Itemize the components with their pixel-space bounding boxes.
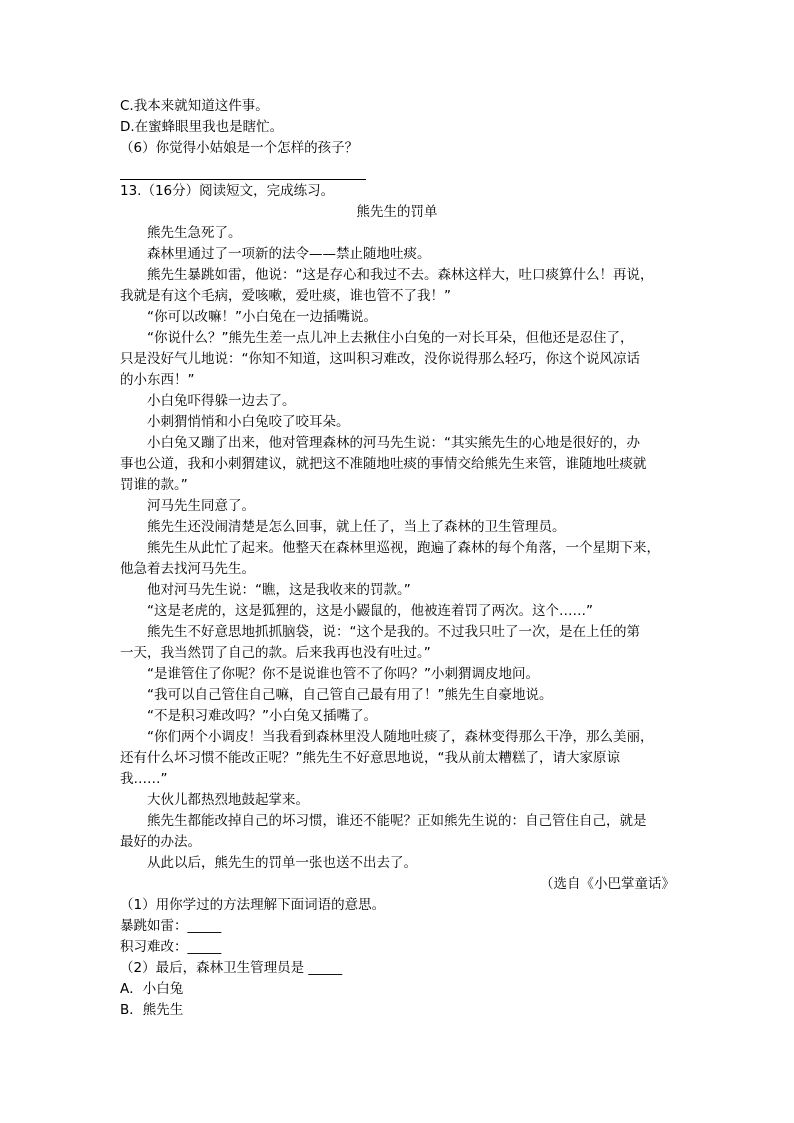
question-13-header: 13.（16分）阅读短文，完成练习。	[120, 183, 335, 199]
story-line: “你说什么？”熊先生差一点儿冲上去揪住小白兔的一对长耳朵，但他还是忍住了，	[147, 330, 634, 346]
story-line: 熊先生还没闹清楚是怎么回事，就上任了，当上了森林的卫生管理员。	[147, 519, 566, 535]
story-line: 森林里通过了一项新的法令——禁止随地吐痰。	[147, 246, 431, 262]
story-line: 从此以后，熊先生的罚单一张也送不出去了。	[147, 855, 417, 871]
story-line: “我可以自己管住自己嘛，自己管自己最有用了！”熊先生自豪地说。	[147, 687, 553, 703]
story-line: 熊先生暴跳如雷，他说：“这是存心和我过不去。森林这样大，吐口痰算什么！再说，	[147, 267, 654, 283]
story-title: 熊先生的罚单	[356, 204, 438, 220]
story-line: 他对河马先生说：“瞧，这是我收来的罚款。”	[147, 582, 411, 598]
story-line: “你们两个小调皮！当我看到森林里没人随地吐痰了，森林变得那么干净，那么美丽，	[147, 729, 654, 745]
option-c: C.我本来就知道这件事。	[120, 98, 269, 114]
story-line: 事也公道，我和小刺猬建议，就把这不准随地吐痰的事情交给熊先生来管，谁随地吐痰就	[120, 456, 647, 472]
question-6: （6）你觉得小姑娘是一个怎样的孩子？	[120, 140, 359, 156]
story-line: “你可以改嘛！”小白兔在一边插嘴说。	[147, 309, 377, 325]
story-line: 罚谁的款。”	[120, 477, 188, 493]
story-source: （选自《小巴掌童话》	[540, 876, 675, 892]
story-line: 我……”	[120, 771, 168, 787]
story-line: 我就是有这个毛病，爱咳嗽，爱吐痰，谁也管不了我！”	[120, 288, 451, 304]
story-line: 小白兔吓得躲一边去了。	[147, 393, 296, 409]
story-line: 他急着去找河马先生。	[120, 561, 255, 577]
story-line: 小白兔又蹦了出来，他对管理森林的河马先生说：“其实熊先生的心地是很好的，办	[147, 435, 640, 451]
story-line: “不是积习难改吗？”小白兔又插嘴了。	[147, 708, 377, 724]
story-line: 大伙儿都热烈地鼓起掌来。	[147, 792, 309, 808]
story-line: 河马先生同意了。	[147, 498, 255, 514]
answer-line	[120, 179, 366, 180]
story-line: “是谁管住了你呢？你不是说谁也管不了你吗？”小刺猬调皮地问。	[147, 666, 539, 682]
story-line: 熊先生不好意思地抓抓脑袋，说：“这个是我的。不过我只吐了一次，是在上任的第	[147, 624, 640, 640]
story-line: 最好的办法。	[120, 834, 201, 850]
word-item: 积习难改：_____	[120, 939, 222, 955]
story-line: 的小东西！”	[120, 372, 195, 388]
word-item: 暴跳如雷：_____	[120, 918, 222, 934]
story-line: 熊先生都能改掉自己的坏习惯，谁还不能呢？正如熊先生说的：自己管住自己，就是	[147, 813, 647, 829]
sub-question-2: （2）最后，森林卫生管理员是 _____	[120, 960, 343, 976]
story-line: 还有什么坏习惯不能改正呢？”熊先生不好意思地说，“我从前太糟糕了，请大家原谅	[120, 750, 620, 766]
story-line: 只是没好气儿地说：“你知不知道，这叫积习难改，没你说得那么轻巧，你这个说风凉话	[120, 351, 640, 367]
story-line: 一天，我当然罚了自己的款。后来我再也没有吐过。”	[120, 645, 431, 661]
story-line: 熊先生从此忙了起来。他整天在森林里巡视，跑遍了森林的每个角落，一个星期下来，	[147, 540, 660, 556]
option-b: B．熊先生	[120, 1002, 184, 1018]
story-line: 熊先生急死了。	[147, 225, 242, 241]
sub-question-1: （1）用你学过的方法理解下面词语的意思。	[120, 897, 386, 913]
story-line: “这是老虎的，这是狐狸的，这是小鼹鼠的，他被连着罚了两次。这个……”	[147, 603, 593, 619]
option-d: D.在蜜蜂眼里我也是瞎忙。	[120, 119, 284, 135]
story-line: 小刺猬悄悄和小白兔咬了咬耳朵。	[147, 414, 350, 430]
option-a: A．小白兔	[120, 981, 184, 997]
